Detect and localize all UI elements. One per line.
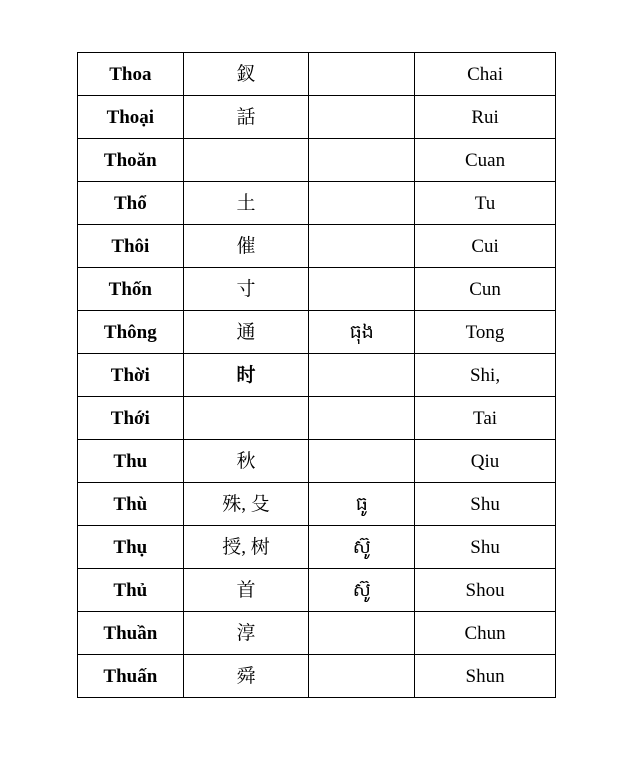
viet-cell: Thời <box>78 354 184 397</box>
pinyin-cell: Shu <box>415 526 556 569</box>
khmer-cell <box>309 440 415 483</box>
khmer-cell <box>309 53 415 96</box>
han-cell: 授, 树 <box>183 526 309 569</box>
khmer-cell <box>309 354 415 397</box>
pinyin-cell: Rui <box>415 96 556 139</box>
viet-cell: Thụ <box>78 526 184 569</box>
han-cell: 时 <box>183 354 309 397</box>
pinyin-cell: Tai <box>415 397 556 440</box>
viet-cell: Thông <box>78 311 184 354</box>
table-row <box>78 655 556 698</box>
han-cell: 淳 <box>183 612 309 655</box>
khmer-cell <box>309 96 415 139</box>
han-cell: 話 <box>183 96 309 139</box>
khmer-cell <box>309 182 415 225</box>
table-row <box>78 139 556 182</box>
pinyin-cell: Shi, <box>415 354 556 397</box>
table-row <box>78 526 556 569</box>
viet-cell: Thôi <box>78 225 184 268</box>
khmer-cell: ស៊ូ <box>309 526 415 569</box>
pinyin-cell: Shu <box>415 483 556 526</box>
viet-cell: Thu <box>78 440 184 483</box>
han-cell <box>183 397 309 440</box>
table-row <box>78 397 556 440</box>
table-row <box>78 268 556 311</box>
pinyin-cell: Shou <box>415 569 556 612</box>
khmer-cell <box>309 139 415 182</box>
viet-cell: Thù <box>78 483 184 526</box>
table-row <box>78 182 556 225</box>
table-row <box>78 311 556 354</box>
table-row <box>78 225 556 268</box>
khmer-cell: ធូ <box>309 483 415 526</box>
khmer-cell <box>309 655 415 698</box>
pinyin-cell: Tong <box>415 311 556 354</box>
pinyin-cell: Shun <box>415 655 556 698</box>
pinyin-cell: Cui <box>415 225 556 268</box>
pinyin-cell: Chai <box>415 53 556 96</box>
han-cell <box>183 139 309 182</box>
khmer-cell: ធុង <box>309 311 415 354</box>
khmer-cell <box>309 612 415 655</box>
vocabulary-table-body <box>78 53 556 698</box>
viet-cell: Thới <box>78 397 184 440</box>
viet-cell: Thoăn <box>78 139 184 182</box>
pinyin-cell: Tu <box>415 182 556 225</box>
han-cell: 舜 <box>183 655 309 698</box>
khmer-cell <box>309 268 415 311</box>
viet-cell: Thổ <box>78 182 184 225</box>
han-cell: 首 <box>183 569 309 612</box>
han-cell: 釵 <box>183 53 309 96</box>
table-row <box>78 483 556 526</box>
table-row <box>78 569 556 612</box>
vocabulary-table <box>77 52 556 698</box>
viet-cell: Thủ <box>78 569 184 612</box>
khmer-cell <box>309 397 415 440</box>
pinyin-cell: Qiu <box>415 440 556 483</box>
viet-cell: Thoại <box>78 96 184 139</box>
pinyin-cell: Chun <box>415 612 556 655</box>
khmer-cell <box>309 225 415 268</box>
han-cell: 土 <box>183 182 309 225</box>
han-cell: 寸 <box>183 268 309 311</box>
viet-cell: Thốn <box>78 268 184 311</box>
viet-cell: Thoa <box>78 53 184 96</box>
viet-cell: Thuấn <box>78 655 184 698</box>
viet-cell: Thuần <box>78 612 184 655</box>
table-row <box>78 354 556 397</box>
table-row <box>78 96 556 139</box>
table-row <box>78 53 556 96</box>
han-cell: 通 <box>183 311 309 354</box>
khmer-cell: ស៊ូ <box>309 569 415 612</box>
han-cell: 催 <box>183 225 309 268</box>
han-cell: 秋 <box>183 440 309 483</box>
table-row <box>78 440 556 483</box>
han-cell: 殊, 殳 <box>183 483 309 526</box>
pinyin-cell: Cuan <box>415 139 556 182</box>
table-row <box>78 612 556 655</box>
pinyin-cell: Cun <box>415 268 556 311</box>
